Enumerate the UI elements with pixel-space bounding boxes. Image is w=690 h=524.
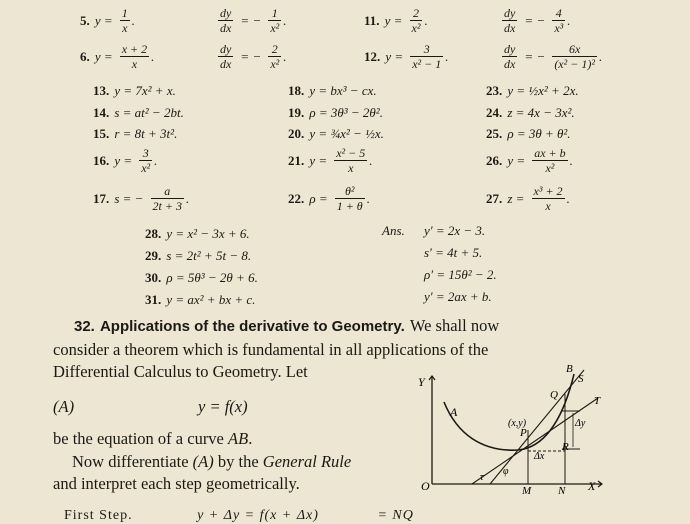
exercise-22: 22. ρ = $\frac{\text{θ²}}{1 + \theta}$ . [288, 184, 370, 213]
label-p: P [520, 427, 527, 439]
label-n: N [558, 485, 566, 497]
section-heading: 32. Applications of the derivative to Geometry. We shall now [74, 316, 500, 335]
section-title: Applications of the derivative to Geometry. [99, 318, 405, 335]
paragraph-line: and interpret each step geometrically. [53, 474, 300, 493]
exercise-20: 20. y = ¾x² − ½x. [288, 126, 384, 141]
label-phi: φ [503, 466, 509, 477]
label-b: B [566, 364, 573, 375]
exercise-26: 26. y = $\frac{ax + b}{\text{x²}}$ . [486, 146, 573, 175]
label-y: Y [418, 375, 425, 389]
exercise-19: 19. ρ = 3θ³ − 2θ². [288, 105, 383, 120]
exercise-5-derivative: $\frac{dy}{dx}$ = − $\frac{1}{\text{x²}}$ . [220, 6, 287, 35]
exercise-6-derivative: $\frac{dy}{dx}$ = − $\frac{2}{\text{x²}}$ . [220, 42, 287, 71]
answer-31: y′ = 2ax + b. [424, 289, 492, 304]
curve-ab [444, 374, 574, 450]
label-delta-x: Δx [534, 451, 545, 462]
label-s: S [578, 373, 584, 385]
equation: y = f(x) [198, 397, 248, 416]
exercise-14: 14. s = at² − 2bt. [93, 105, 184, 120]
exercise-number: 5. [80, 13, 90, 28]
paragraph-line: Now differentiate (A) by the General Rule [72, 452, 352, 471]
label-a: A [450, 405, 458, 419]
label-x: X [588, 479, 596, 493]
exercise-18: 18. y = bx³ − cx. [288, 83, 377, 98]
exercise-25: 25. ρ = 3θ + θ². [486, 126, 571, 141]
label-t: T [594, 395, 601, 407]
paragraph-line: consider a theorem which is fundamental in all applications of the [53, 340, 489, 359]
exercise-15: 15. r = 8t + 3t². [93, 126, 178, 141]
exercise-12: 12. y = $\frac{3}{\text{x² − 1}}$ . [364, 42, 449, 71]
section-number: 32. [74, 318, 95, 335]
exercise-28: 28. y = x² − 3x + 6. [145, 226, 250, 241]
partial-step-line: First Step. y + Δy = f(x + Δx) = NQ [64, 508, 414, 523]
exercise-23: 23. y = ½x² + 2x. [486, 83, 579, 98]
exercise-24: 24. z = 4x − 3x². [486, 105, 575, 120]
label-delta-y: Δy [575, 418, 586, 429]
answer-30: ρ′ = 15θ² − 2. [424, 267, 497, 282]
answer-29: s′ = 4t + 5. [424, 245, 483, 260]
label-m: M [522, 485, 532, 497]
label-tau: τ [480, 472, 484, 483]
answer-label: Ans. [382, 223, 405, 238]
label-xy: (x,y) [508, 418, 527, 429]
tangent-secant-figure [412, 364, 612, 504]
label-q: Q [550, 389, 558, 401]
exercise-21: 21. y = $\frac{\text{x² − 5}}{x}$ . [288, 146, 373, 175]
exercise-17: 17. s = − $\frac{a}{2t + 3}$ . [93, 184, 190, 213]
exercise-11: 11. y = $\frac{2}{\text{x²}}$ . [364, 6, 428, 35]
label-o: O [421, 479, 430, 493]
exercise-29: 29. s = 2t² + 5t − 8. [145, 248, 252, 263]
exercise-11-derivative: $\frac{dy}{dx}$ = − $\frac{4}{\text{x³}}$ . [504, 6, 571, 35]
paragraph-line: Differential Calculus to Geometry. Let [53, 362, 308, 381]
answer-28: y′ = 2x − 3. [424, 223, 486, 238]
exercise-31: 31. y = ax² + bx + c. [145, 292, 256, 307]
exercise-6: 6. y = $\frac{x + 2}{x}$ . [80, 42, 155, 71]
label-r: R [562, 441, 569, 453]
exercise-16: 16. y = $\frac{3}{\text{x²}}$ . [93, 146, 158, 175]
exercise-27: 27. z = $\frac{\text{x³ + 2}}{x}$ . [486, 184, 570, 213]
exercise-12-derivative: $\frac{dy}{dx}$ = − $\frac{6x}{\text{(x² − 1)²}}$ . [504, 42, 603, 71]
equation-label: (A) [53, 397, 75, 416]
exercise-30: 30. ρ = 5θ³ − 2θ + 6. [145, 270, 258, 285]
paragraph-line: be the equation of a curve AB. [53, 429, 253, 448]
fraction: $\frac{1}{x}$ [121, 6, 128, 35]
exercise-13: 13. y = 7x² + x. [93, 83, 176, 98]
exercise-5: 5. y = $\frac{1}{x}$ . [80, 6, 135, 35]
